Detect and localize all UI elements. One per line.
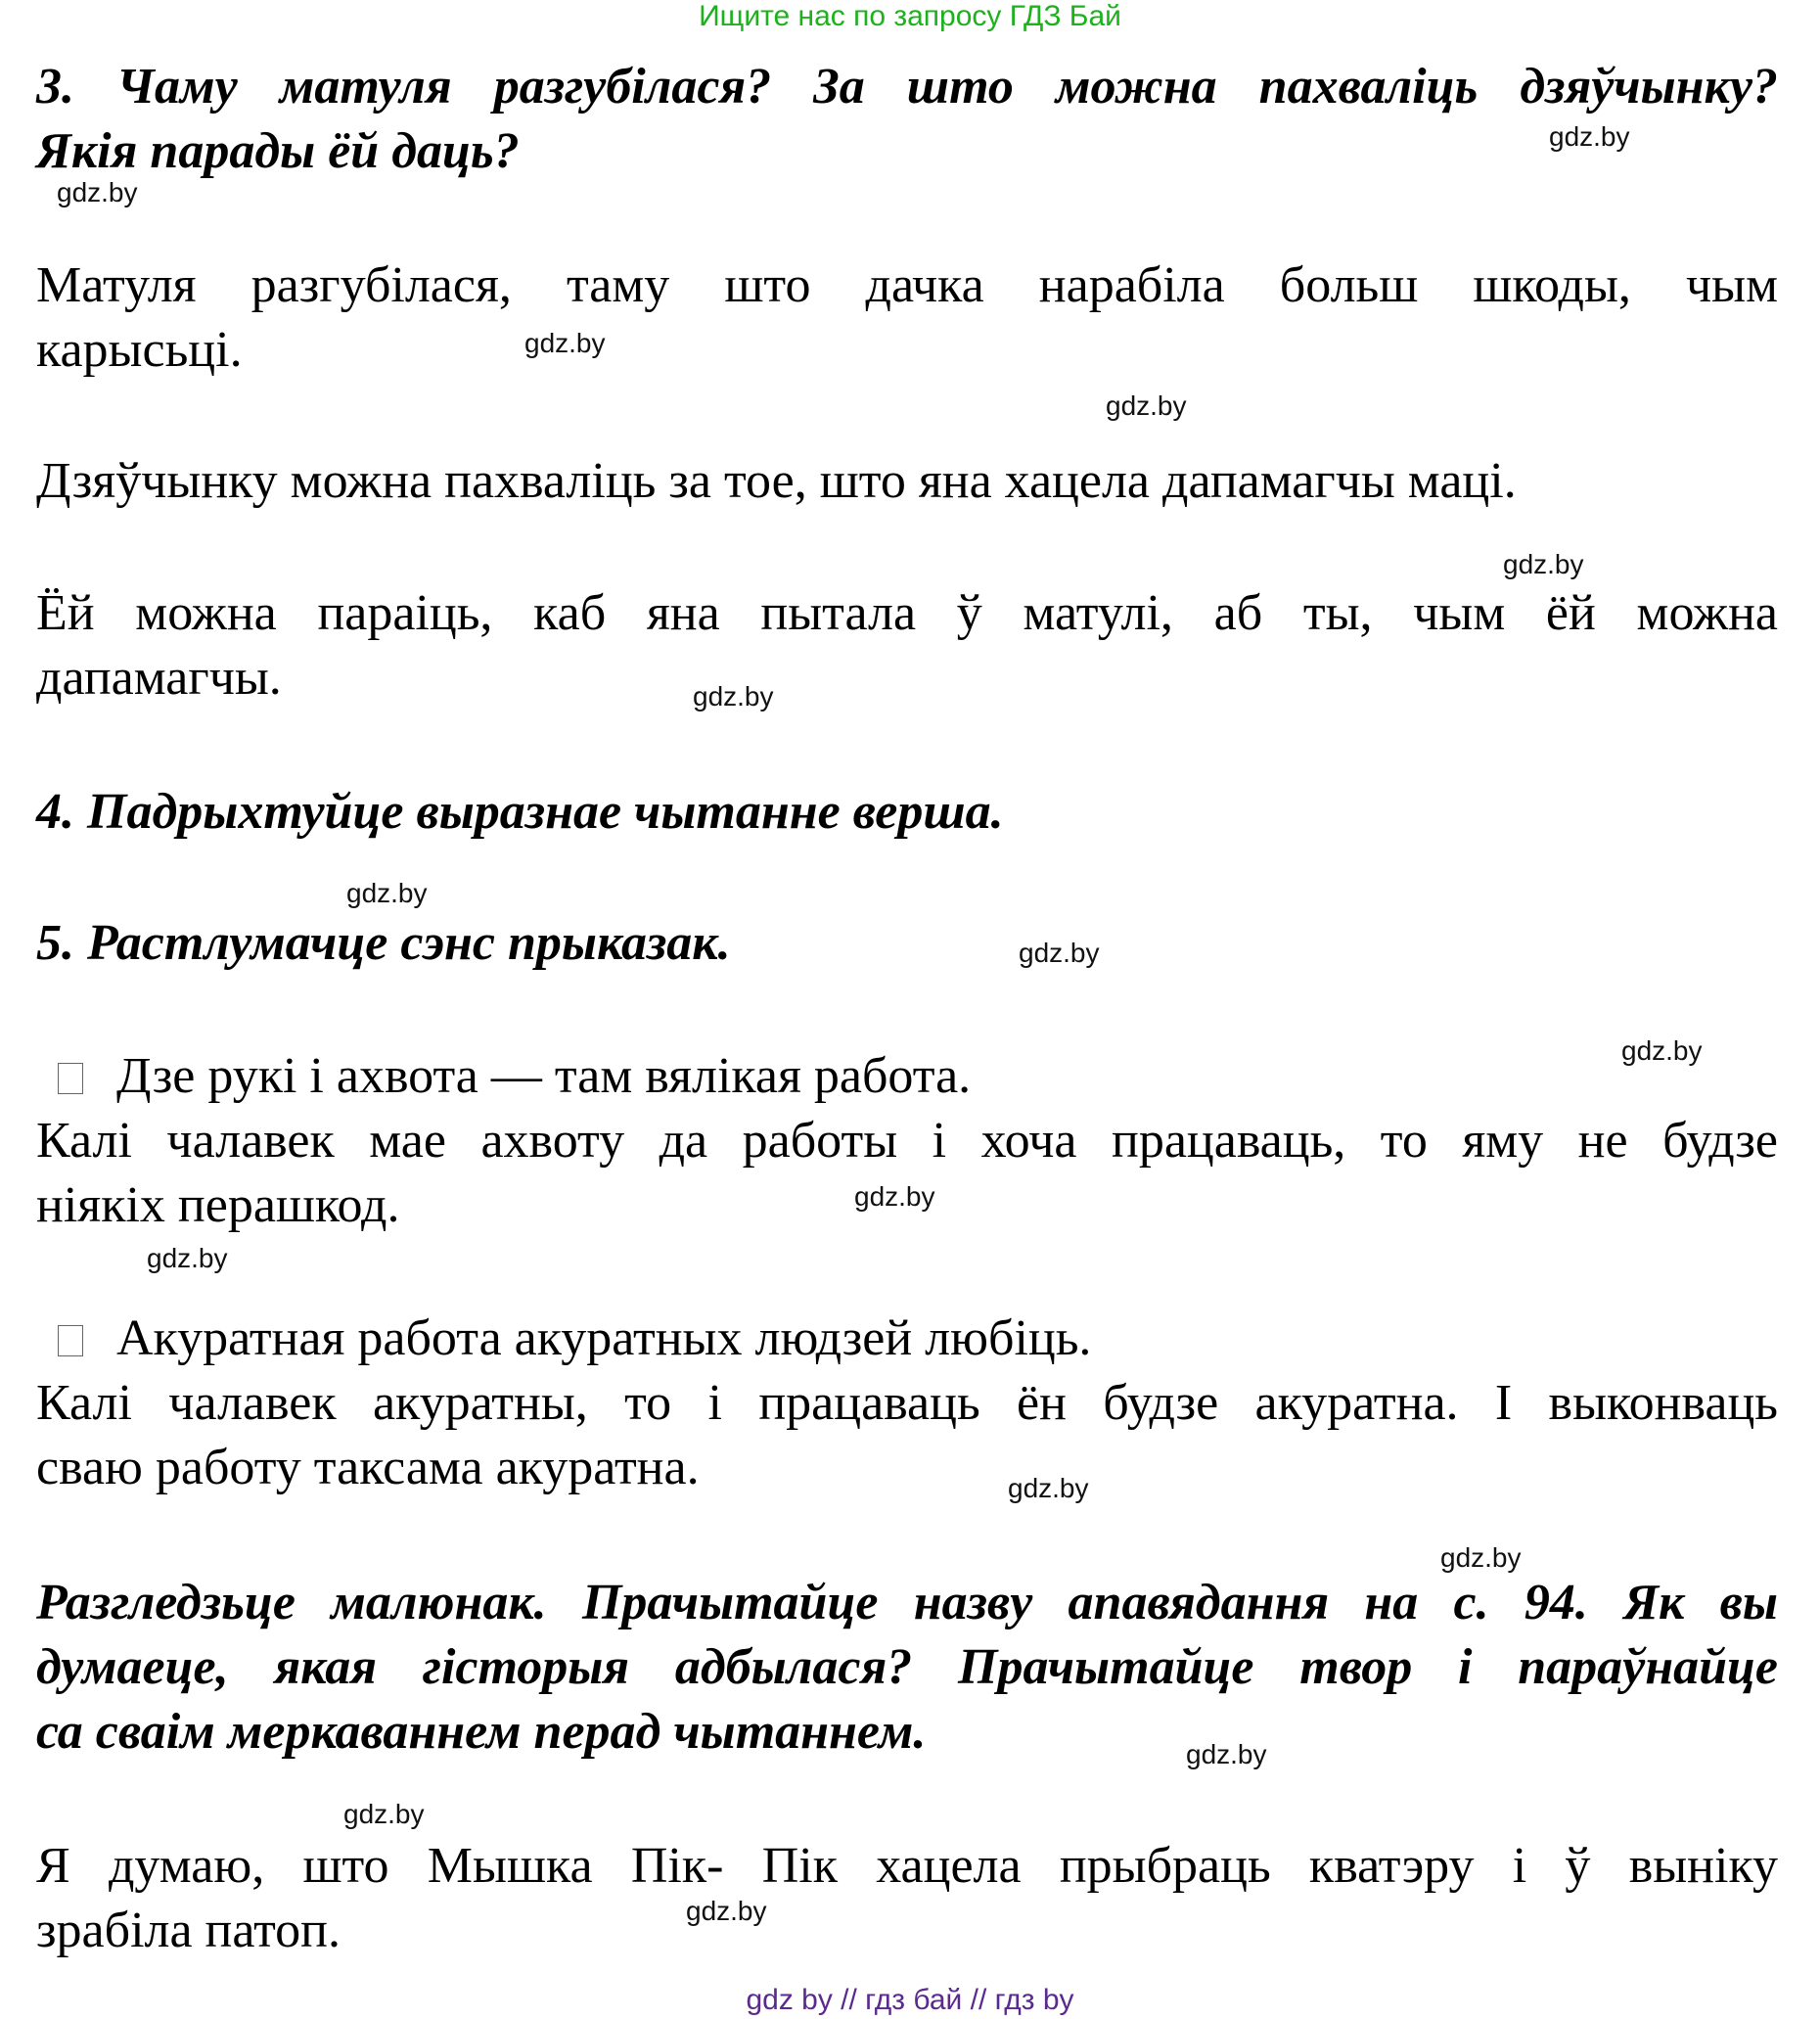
answer-3-p2: Дзяўчынку можна пахваліць за тое, што яна хацела дапамагчы маці. (36, 453, 1517, 509)
proverb-2-text: Акуратная работа акуратных людзей любіць. (116, 1310, 1092, 1366)
watermark: gdz.by (524, 328, 606, 358)
question-5: 5. Растлумачце сэнс прыказак. (36, 915, 731, 971)
checkbox-icon (58, 1063, 83, 1094)
question-3-line-1: 3. Чаму матуля разгубілася? За што можна пахваліць дзяўчынку? (36, 59, 1778, 115)
watermark: gdz.by (854, 1181, 935, 1212)
watermark: gdz.by (147, 1243, 228, 1273)
watermark: gdz.by (693, 681, 774, 711)
watermark: gdz.by (1186, 1739, 1267, 1769)
question-4: 4. Падрыхтуйце выразнае чытанне верша. (36, 784, 1004, 840)
answer-line-1: Я думаю, што Мышка Пік- Пік хацела прыбраць кватэру і ў выніку (36, 1838, 1778, 1894)
watermark: gdz.by (1106, 390, 1187, 421)
watermark: gdz.by (1440, 1542, 1522, 1573)
proverb-1-explanation-line-1: Калі чалавек мае ахвоту да работы і хоча працаваць, то яму не будзе (36, 1113, 1778, 1169)
question-3-line-2: Якія парады ёй даць? (36, 123, 520, 179)
watermark: gdz.by (1019, 938, 1100, 968)
proverb-2-explanation-line-1: Калі чалавек акуратны, то і працаваць ён будзе акуратна. І выконваць (36, 1375, 1778, 1431)
answer-line-2: зрабіла патоп. (36, 1903, 341, 1958)
task-line-1: Разгледзьце малюнак. Прачытайце назву апавядання на с. 94. Як вы (36, 1575, 1778, 1630)
answer-3-p1-line-1: Матуля разгубілася, таму што дачка нарабіла больш шкоды, чым (36, 257, 1778, 313)
checkbox-icon (58, 1325, 83, 1356)
watermark: gdz.by (1503, 549, 1584, 579)
watermark: gdz.by (686, 1896, 767, 1926)
proverb-2 (36, 1307, 1778, 1371)
proverb-2-explanation-line-2: сваю работу таксама акуратна. (36, 1440, 700, 1495)
answer-3-p3-line-2: дапамагчы. (36, 650, 282, 706)
task-line-2: думаеце, якая гісторыя адбылася? Прачытайце твор і параўнайце (36, 1639, 1778, 1695)
watermark: gdz.by (57, 177, 138, 207)
top-search-link[interactable]: Ищите нас по запросу ГДЗ Бай (699, 0, 1121, 32)
watermark: gdz.by (1549, 121, 1630, 152)
proverb-1-text: Дзе рукі і ахвота — там вялікая работа. (116, 1048, 972, 1104)
footer-links[interactable]: gdz by // гдз бай // гдз by (746, 1984, 1074, 2016)
watermark: gdz.by (343, 1799, 425, 1829)
answer-3-p3-line-1: Ёй можна параіць, каб яна пытала ў матулі, аб ты, чым ёй можна (36, 585, 1778, 641)
answer-3-p1-line-2: карысьці. (36, 322, 243, 378)
proverb-1-explanation-line-2: ніякіх перашкод. (36, 1177, 400, 1233)
proverb-1 (36, 1044, 1778, 1109)
watermark: gdz.by (1621, 1035, 1703, 1066)
task-line-3: са сваім меркаваннем перад чытаннем. (36, 1704, 927, 1760)
watermark: gdz.by (346, 878, 428, 908)
watermark: gdz.by (1008, 1473, 1089, 1503)
